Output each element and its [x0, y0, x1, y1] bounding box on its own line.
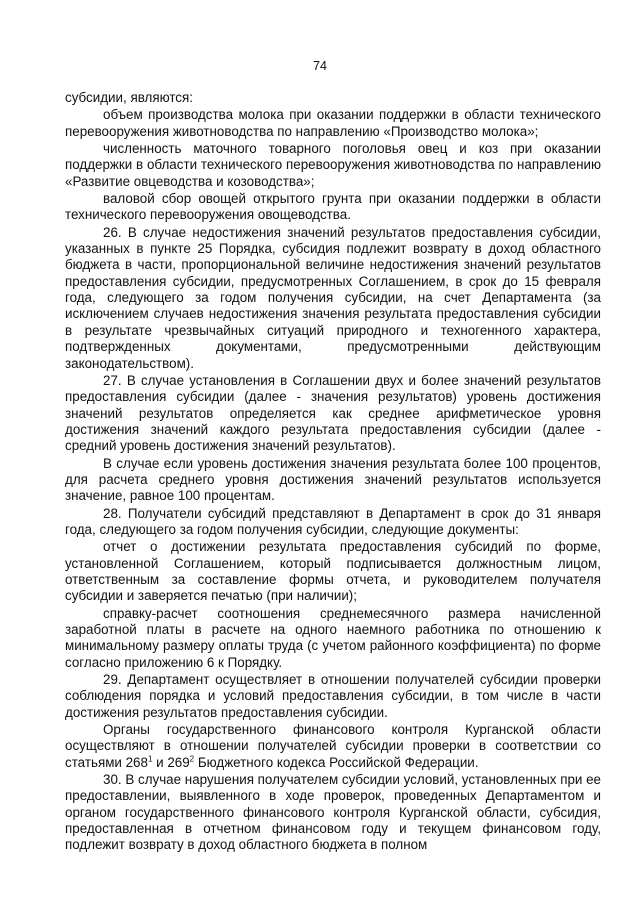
text-fragment: Бюджетного кодекса Российской Федерации.	[194, 754, 479, 770]
page-number: 74	[313, 59, 327, 73]
paragraph: В случае если уровень достижения значения результата более 100 процентов, для расчета среднего уровня достижения значений результатов используется значение, равное 100 процентам.	[65, 455, 601, 504]
paragraph: валовой сбор овощей открытого грунта при оказании поддержки в области технического перевооружения овощеводства.	[65, 191, 601, 223]
paragraph: 30. В случае нарушения получателем субсидии условий, установленных при ее предоставлении, выявленного в ходе проверок, проведенных Департаментом и органом государственного финансового контроля Курганской области, субсидия, предоставленная в отчетном финансовом году и текущем финансовом году, подлежит возврату в доход областного бюджета в полном	[65, 772, 601, 853]
paragraph: 26. В случае недостижения значений результатов предоставления субсидии, указанных в пункте 25 Порядка, субсидия подлежит возврату в доход областного бюджета в части, пропорциональной величине недостижения значений результатов предоставления субсидии, предусмотренных Соглашением, в срок до 15 февраля года, следующего за годом получения субсидии, на счет Департамента (за исключением случаев недостижения значения результата предоставления субсидии в результате чрезвычайных ситуаций природного и техногенного характера, подтвержденных документами, предусмотренными действующим законодательством).	[65, 224, 601, 371]
text-fragment: и 269	[152, 754, 190, 770]
superscript: 1	[147, 754, 153, 764]
paragraph: субсидии, являются:	[65, 90, 193, 105]
paragraph: объем производства молока при оказании поддержки в области технического перевооружения животноводства по направлению «Производство молока»;	[65, 107, 601, 139]
document-body	[65, 90, 601, 855]
paragraph: 29. Департамент осуществляет в отношении получателей субсидии проверки соблюдения порядка и условий предоставления субсидии, в том числе в части достижения результатов предоставления субсидии.	[65, 672, 601, 720]
superscript: 2	[189, 754, 195, 764]
text-fragment: Органы государственного финансового контроля Курганской области осуществляют в отношении получателей субсидии проверки в соответствии со статьями 268	[65, 722, 601, 770]
paragraph: численность маточного товарного поголовья овец и коз при оказании поддержки в области технического перевооружения животноводства по направлению «Развитие овцеводства и козоводства»;	[65, 141, 601, 189]
paragraph	[65, 722, 601, 771]
paragraph: 27. В случае установления в Соглашении двух и более значений результатов предоставления субсидии (далее - значения результатов) уровень достижения значений результатов определяется как среднее арифметическое уровня достижения значений каждого результата предоставления субсидии (далее - средний уровень достижения значений результатов).	[65, 372, 601, 454]
paragraph: отчет о достижении результата предоставления субсидий по форме, установленной Соглашением, который подписывается должностным лицом, ответственным за составление формы отчета, и руководителем получателя субсидии и заверяется печатью (при наличии);	[65, 539, 601, 604]
paragraph: справку-расчет соотношения среднемесячного размера начисленной заработной платы в расчете на одного наемного работника по отношению к минимальному размеру оплаты труда (с учетом районного коэффициента) по форме согласно приложению 6 к Порядку.	[65, 605, 601, 670]
paragraph: 28. Получатели субсидий представляют в Департамент в срок до 31 января года, следующего за годом получения субсидии, следующие документы:	[65, 505, 601, 537]
